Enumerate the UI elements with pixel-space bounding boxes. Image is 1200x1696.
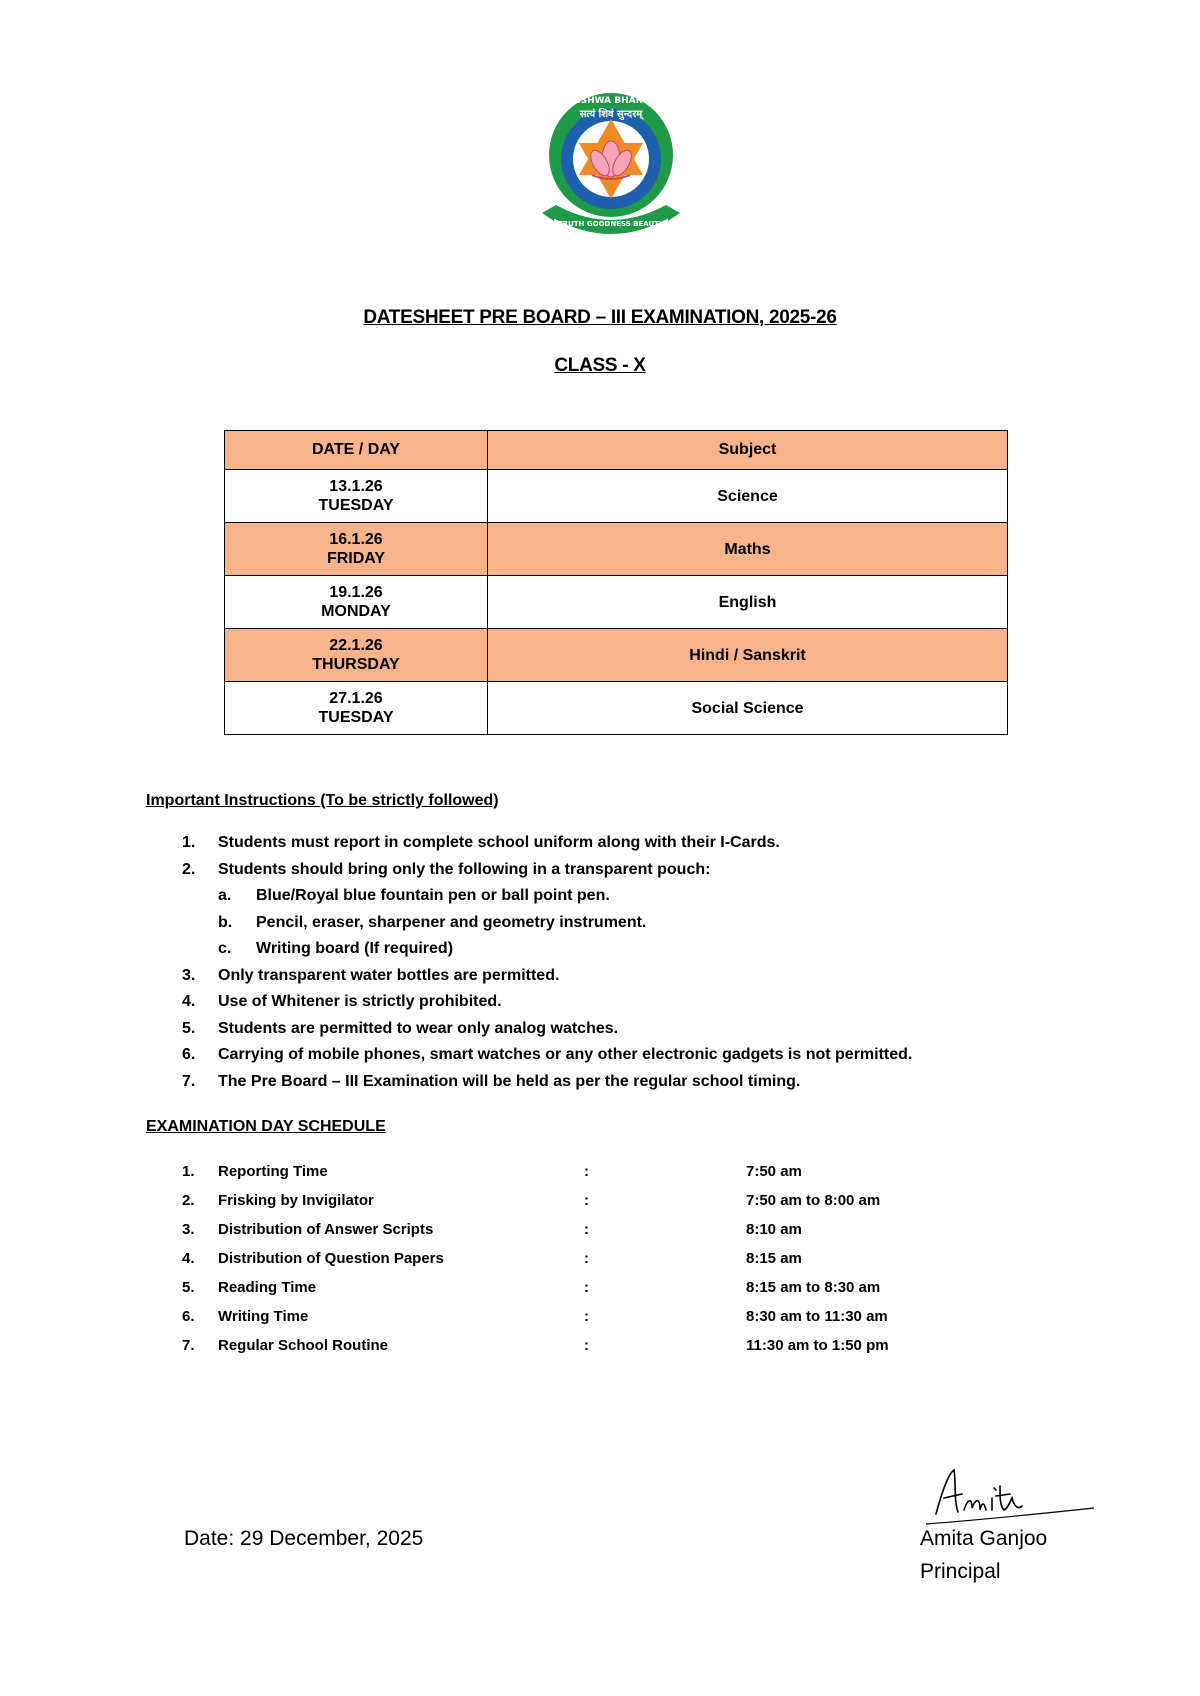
schedule-label: Distribution of Answer Scripts bbox=[218, 1221, 434, 1238]
schedule-colon: : bbox=[584, 1337, 589, 1354]
schedule-row bbox=[146, 1303, 1046, 1332]
schedule-list bbox=[146, 1158, 1046, 1361]
item-number: 4. bbox=[182, 993, 196, 1010]
item-text: Writing board (If required) bbox=[256, 940, 454, 957]
date-cell bbox=[225, 523, 488, 576]
list-item bbox=[146, 1042, 912, 1069]
item-text: Students must report in complete school uniform along with their I-Cards. bbox=[218, 834, 780, 851]
item-text: Carrying of mobile phones, smart watches or any other electronic gadgets is not permitted. bbox=[218, 1046, 913, 1063]
subject-cell: Maths bbox=[488, 523, 1008, 576]
item-text: Pencil, eraser, sharpener and geometry instrument. bbox=[256, 913, 647, 931]
schedule-row bbox=[146, 1187, 1046, 1216]
header-date-day: DATE / DAY bbox=[225, 431, 488, 470]
list-item bbox=[146, 1069, 912, 1096]
exam-day: TUESDAY bbox=[318, 709, 394, 726]
exam-day: FRIDAY bbox=[326, 550, 386, 567]
item-number: 7. bbox=[182, 1072, 196, 1090]
exam-day: THURSDAY bbox=[312, 656, 400, 673]
signatory-role: Principal bbox=[920, 1560, 1001, 1583]
subject-cell: Science bbox=[488, 470, 1008, 523]
schedule-time: 8:30 am to 11:30 am bbox=[746, 1308, 888, 1325]
schedule-label: Frisking by Invigilator bbox=[218, 1192, 374, 1209]
date-cell bbox=[225, 682, 488, 735]
schedule-time: 11:30 am to 1:50 pm bbox=[746, 1337, 889, 1354]
logo-hindi-text: सत्यं शिवं सुन्दरम् bbox=[579, 109, 643, 120]
page-title: DATESHEET PRE BOARD – III EXAMINATION, 2025-26 bbox=[363, 307, 837, 328]
signatory-name: Amita Ganjoo bbox=[920, 1527, 1048, 1550]
date-cell bbox=[225, 629, 488, 682]
table-row bbox=[225, 629, 1008, 682]
header-subject: Subject bbox=[488, 431, 1008, 470]
table-row bbox=[225, 470, 1008, 523]
schedule-number: 7. bbox=[182, 1337, 195, 1354]
item-text: Use of Whitener is strictly prohibited. bbox=[218, 993, 502, 1010]
list-item bbox=[146, 963, 912, 990]
item-text: Blue/Royal blue fountain pen or ball point pen. bbox=[256, 887, 610, 904]
list-item bbox=[146, 936, 912, 963]
schedule-colon: : bbox=[584, 1221, 589, 1238]
item-text: The Pre Board – III Examination will be held as per the regular school timing. bbox=[218, 1072, 801, 1090]
logo-top-text: VISHWA BHARTI bbox=[570, 96, 652, 106]
table-row bbox=[225, 682, 1008, 735]
datesheet-table bbox=[224, 430, 1008, 735]
subject-cell: Hindi / Sanskrit bbox=[488, 629, 1008, 682]
schedule-colon: : bbox=[584, 1279, 589, 1296]
logo-motto: TRUTH GOODNESS BEAUTY bbox=[557, 220, 665, 228]
item-number: 5. bbox=[182, 1019, 196, 1037]
schedule-row bbox=[146, 1158, 1046, 1187]
schedule-number: 3. bbox=[182, 1221, 195, 1238]
schedule-number: 5. bbox=[182, 1279, 195, 1296]
exam-date: 22.1.26 bbox=[329, 637, 383, 654]
schedule-row bbox=[146, 1332, 1046, 1361]
item-number: a. bbox=[218, 887, 232, 904]
schedule-label: Writing Time bbox=[218, 1308, 309, 1325]
item-text: Only transparent water bottles are permitted. bbox=[218, 966, 560, 984]
item-text: Students should bring only the following in a transparent pouch: bbox=[218, 860, 711, 878]
list-item bbox=[146, 857, 912, 884]
item-text: Students are permitted to wear only analog watches. bbox=[218, 1019, 619, 1037]
list-item bbox=[146, 910, 912, 937]
exam-day: MONDAY bbox=[321, 603, 391, 620]
schedule-number: 1. bbox=[182, 1163, 195, 1180]
schedule-label: Regular School Routine bbox=[218, 1337, 389, 1354]
item-number: b. bbox=[218, 913, 233, 931]
exam-date: 13.1.26 bbox=[329, 478, 383, 495]
table-row bbox=[225, 523, 1008, 576]
school-logo bbox=[540, 83, 682, 248]
schedule-label: Reading Time bbox=[218, 1279, 317, 1296]
exam-date: 27.1.26 bbox=[329, 690, 383, 707]
instructions-heading: Important Instructions (To be strictly followed) bbox=[146, 792, 499, 809]
schedule-time: 8:15 am to 8:30 am bbox=[746, 1279, 881, 1296]
schedule-row bbox=[146, 1216, 1046, 1245]
schedule-row bbox=[146, 1245, 1046, 1274]
table-row bbox=[225, 576, 1008, 629]
schedule-time: 8:15 am bbox=[746, 1250, 802, 1267]
exam-date: 19.1.26 bbox=[329, 584, 383, 601]
schedule-colon: : bbox=[584, 1308, 589, 1325]
schedule-label: Reporting Time bbox=[218, 1163, 328, 1180]
schedule-heading: EXAMINATION DAY SCHEDULE bbox=[146, 1118, 386, 1135]
schedule-colon: : bbox=[584, 1163, 589, 1180]
list-item bbox=[146, 830, 912, 857]
schedule-label: Distribution of Question Papers bbox=[218, 1250, 444, 1267]
schedule-number: 6. bbox=[182, 1308, 195, 1325]
list-item bbox=[146, 1016, 912, 1043]
item-number: 3. bbox=[182, 966, 196, 984]
class-label: CLASS - X bbox=[554, 355, 646, 376]
schedule-colon: : bbox=[584, 1192, 589, 1209]
schedule-row bbox=[146, 1274, 1046, 1303]
item-number: 2. bbox=[182, 860, 196, 878]
exam-day: TUESDAY bbox=[318, 497, 394, 514]
schedule-time: 8:10 am bbox=[746, 1221, 802, 1238]
item-number: c. bbox=[218, 940, 232, 957]
list-item bbox=[146, 883, 912, 910]
subject-cell: English bbox=[488, 576, 1008, 629]
schedule-colon: : bbox=[584, 1250, 589, 1267]
schedule-time: 7:50 am to 8:00 am bbox=[746, 1192, 881, 1209]
item-number: 1. bbox=[182, 834, 196, 851]
issue-date: Date: 29 December, 2025 bbox=[184, 1527, 424, 1550]
instructions-list bbox=[146, 830, 912, 1095]
date-cell bbox=[225, 470, 488, 523]
subject-cell: Social Science bbox=[488, 682, 1008, 735]
date-cell bbox=[225, 576, 488, 629]
signature-image bbox=[918, 1462, 1098, 1532]
table-header-row bbox=[225, 431, 1008, 470]
list-item bbox=[146, 989, 912, 1016]
schedule-number: 2. bbox=[182, 1192, 195, 1209]
exam-date: 16.1.26 bbox=[329, 531, 383, 548]
schedule-time: 7:50 am bbox=[746, 1163, 802, 1180]
schedule-number: 4. bbox=[182, 1250, 195, 1267]
item-number: 6. bbox=[182, 1046, 196, 1063]
